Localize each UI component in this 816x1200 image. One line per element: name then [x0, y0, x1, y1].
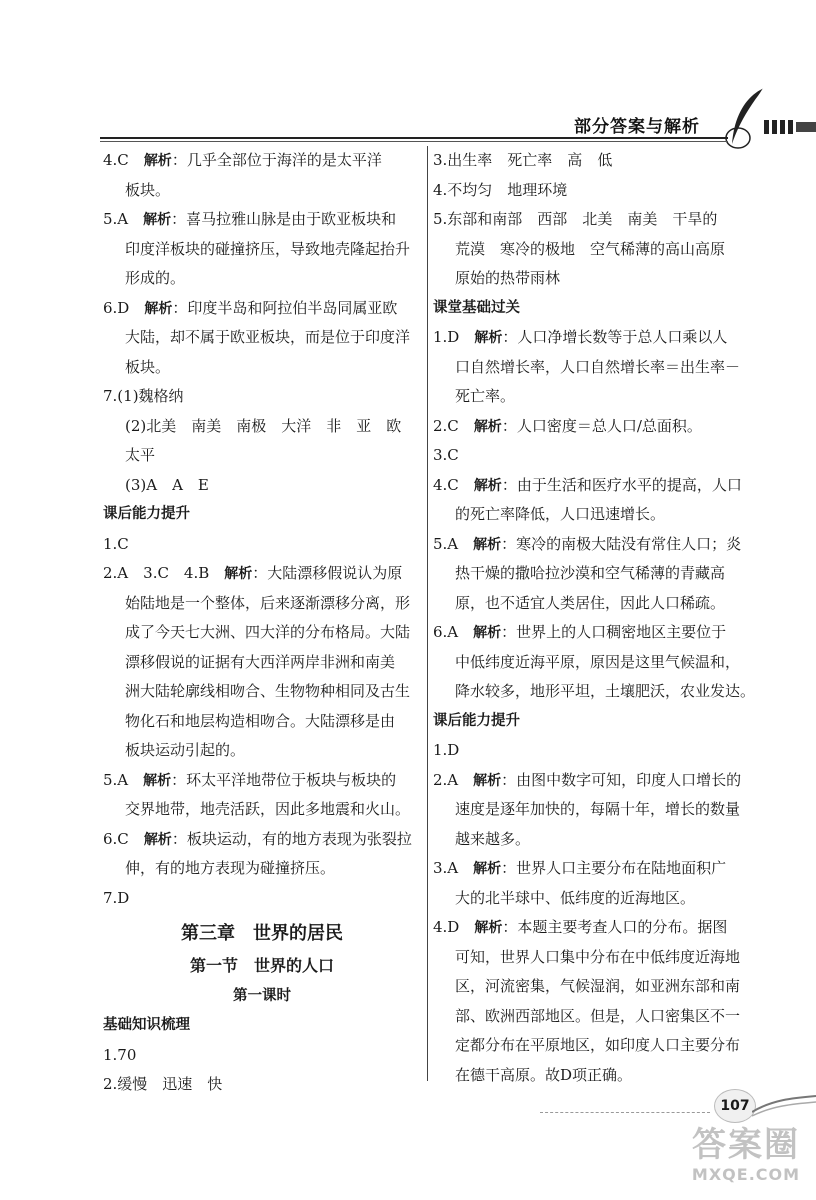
- answer-line: 热干燥的撒哈拉沙漠和空气稀薄的青藏高: [455, 564, 726, 582]
- header-rule-thin: [100, 141, 728, 142]
- answer-line: 5.A 解析：喜马拉雅山脉是由于欧亚板块和: [103, 210, 397, 228]
- chapter-title: 第三章 世界的居民: [181, 923, 343, 944]
- answer-line: 成了今天七大洲、四大洋的分布格局。大陆: [125, 623, 411, 641]
- answer-line: 伸，有的地方表现为碰撞挤压。: [125, 859, 336, 877]
- answer-line: 7.D: [103, 888, 130, 907]
- right-column: [433, 146, 756, 1090]
- answer-line: 可知，世界人口集中分布在中低纬度近海地: [455, 947, 741, 966]
- answer-line: 1.70: [103, 1045, 137, 1064]
- answer-line: 3.C: [433, 446, 459, 464]
- answer-line: 中低纬度近海平原，原因是这里气候温和，: [455, 652, 741, 671]
- answer-line: 6.D 解析：印度半岛和阿拉伯半岛同属亚欧: [103, 298, 398, 317]
- answer-line: 板块。: [125, 357, 171, 376]
- watermark-logo: 答案圈: [692, 1125, 800, 1165]
- answer-line: 速度是逐年加快的，每隔十年，增长的数量: [455, 800, 741, 818]
- header-rule: [100, 137, 728, 139]
- answer-line: 原，也不适宜人类居住，因此人口稀疏。: [455, 593, 726, 612]
- answer-line: 越来越多。: [455, 829, 531, 848]
- answer-line: 2.A 3.C 4.B 解析：大陆漂移假说认为原: [103, 564, 403, 582]
- watermark: [678, 1125, 814, 1197]
- section-heading: 课后能力提升: [103, 506, 190, 522]
- answer-line: 7.(1)魏格纳: [103, 387, 184, 405]
- answer-line: 荒漠 寒冷的极地 空气稀薄的高山高原: [455, 239, 726, 258]
- left-column: [103, 146, 421, 1100]
- answer-line: 原始的热带雨林: [455, 269, 561, 287]
- answer-line: 定都分布在平原地区，如印度人口主要分布: [455, 1036, 741, 1054]
- answer-line: 印度洋板块的碰撞挤压，导致地壳隆起抬升: [125, 239, 411, 258]
- answer-line: 交界地带，地壳活跃，因此多地震和火山。: [125, 800, 411, 818]
- answer-line: 漂移假说的证据有大西洋两岸非洲和南美: [125, 652, 396, 671]
- section-heading: 课堂基础过关: [433, 299, 520, 316]
- footer-rule: [540, 1112, 710, 1113]
- answer-line: 口自然增长率，人口自然增长率＝出生率－: [455, 357, 741, 376]
- section-heading: 课后能力提升: [433, 712, 520, 729]
- answer-line: 降水较多，地形平坦，土壤肥沃，农业发达。: [455, 682, 756, 700]
- column-divider: [427, 146, 428, 1081]
- answer-line: 4.D 解析：本题主要考查人口的分布。据图: [433, 918, 728, 936]
- page-number: 107: [714, 1089, 756, 1123]
- answer-line: 大陆，却不属于欧亚板块，而是位于印度洋: [125, 328, 411, 346]
- answer-line: 6.C 解析：板块运动，有的地方表现为张裂拉: [103, 829, 412, 848]
- answer-line: 的死亡率降低，人口迅速增长。: [455, 505, 666, 523]
- answer-line: 5.A 解析：寒冷的南极大陆没有常住人口；炎: [433, 534, 742, 553]
- answer-line: 4.C 解析：几乎全部位于海洋的是太平洋: [103, 151, 382, 169]
- answer-line: 始陆地是一个整体，后来逐渐漂移分离，形: [125, 593, 411, 612]
- answer-line: 板块。: [125, 180, 171, 199]
- answer-line: 区，河流密集，气候湿润，如亚洲东部和南: [455, 977, 741, 995]
- answer-line: (2)北美 南美 南极 大洋 非 亚 欧: [125, 416, 402, 435]
- watermark-url: MXQE.COM: [691, 1165, 801, 1184]
- section-heading: 基础知识梳理: [103, 1017, 190, 1033]
- answer-line: 部、欧洲西部地区。但是，人口密集区不一: [455, 1006, 741, 1025]
- answer-line: 3.出生率 死亡率 高 低: [433, 151, 613, 169]
- answer-line: 板块运动引起的。: [125, 741, 246, 759]
- answer-line: 2.缓慢 迅速 快: [103, 1075, 223, 1093]
- answer-line: 1.D 解析：人口净增长数等于总人口乘以人: [433, 328, 728, 346]
- lesson-title: 第一课时: [233, 988, 291, 1004]
- answer-line: 死亡率。: [455, 387, 516, 405]
- answer-line: (3)A A E: [125, 475, 209, 494]
- answer-line: 4.C 解析：由于生活和医疗水平的提高，人口: [433, 475, 742, 494]
- answer-line: 洲大陆轮廓线相吻合、生物物种相同及古生: [125, 682, 411, 700]
- answer-line: 2.C 解析：人口密度＝总人口/总面积。: [433, 416, 702, 435]
- answer-line: 1.D: [433, 741, 460, 759]
- header-bars-icon: [764, 118, 816, 136]
- answer-line: 4.不均匀 地理环境: [433, 180, 568, 199]
- answer-line: 2.A 解析：由图中数字可知，印度人口增长的: [433, 770, 742, 789]
- answer-line: 在德干高原。故D项正确。: [455, 1065, 633, 1084]
- header-title: 部分答案与解析: [574, 117, 700, 137]
- answer-line: 1.C: [103, 534, 129, 553]
- footer-swoosh-icon: [752, 1090, 816, 1120]
- answer-line: 大的北半球中、低纬度的近海地区。: [455, 888, 696, 907]
- answer-line: 6.A 解析：世界上的人口稠密地区主要位于: [433, 623, 727, 641]
- answer-line: 5.A 解析：环太平洋地带位于板块与板块的: [103, 770, 397, 789]
- answer-line: 形成的。: [125, 269, 186, 287]
- answer-line: 3.A 解析：世界人口主要分布在陆地面积广: [433, 859, 727, 877]
- section-title: 第一节 世界的人口: [189, 956, 334, 975]
- answer-line: 物化石和地层构造相吻合。大陆漂移是由: [125, 711, 396, 730]
- answer-line: 5.东部和南部 西部 北美 南美 干旱的: [433, 210, 718, 228]
- answer-line: 太平: [125, 446, 156, 464]
